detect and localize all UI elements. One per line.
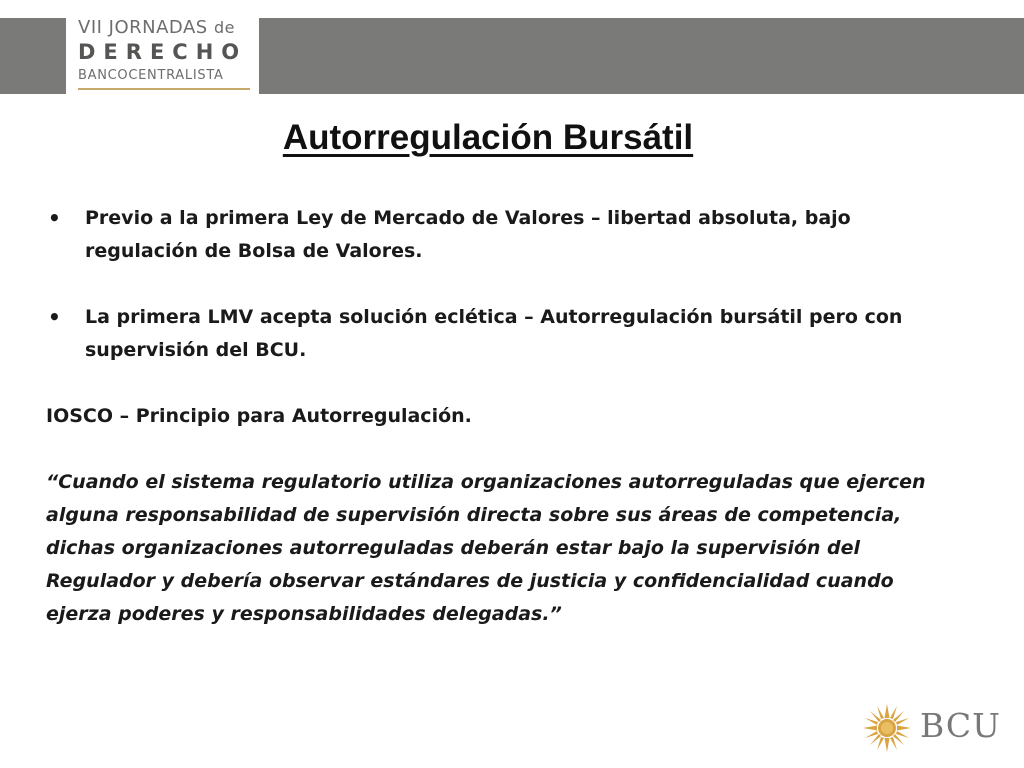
bullet-text: Previo a la primera Ley de Mercado de Valores – libertad absoluta, bajo regulación de Bolsa de Valores. bbox=[85, 207, 851, 262]
logo-line-1: VII JORNADAS de bbox=[78, 17, 235, 38]
jornadas-logo bbox=[66, 0, 259, 96]
slide-content bbox=[46, 202, 946, 631]
bullet-item bbox=[46, 202, 946, 268]
bullet-icon: • bbox=[48, 305, 61, 329]
logo-line-2: DERECHO bbox=[78, 40, 248, 64]
bcu-logo-text: BCU bbox=[920, 706, 1001, 745]
logo-rule bbox=[78, 88, 250, 90]
sun-icon bbox=[862, 703, 912, 753]
bullet-icon: • bbox=[48, 206, 61, 230]
iosco-heading: IOSCO – Principio para Autorregulación. bbox=[46, 405, 472, 427]
logo-line-3: BANCOCENTRALISTA bbox=[78, 68, 224, 83]
bullet-item bbox=[46, 301, 925, 367]
bullet-text: La primera LMV acepta solución eclética – Autorregulación bursátil pero con supervisión del BCU. bbox=[85, 306, 903, 361]
bcu-logo bbox=[862, 703, 1012, 753]
iosco-quote: “Cuando el sistema regulatorio utiliza organizaciones autorreguladas que ejercen alguna responsabilidad de supervisión directa sobre sus áreas de competencia, dichas organizaciones autorreguladas deberán estar bajo la supervisión del Regulador y debería observar estándares de justicia y confidencialidad cuando ejerza poderes y responsabilidades delegadas.” bbox=[46, 471, 926, 625]
slide-title: Autorregulación Bursátil bbox=[282, 118, 694, 157]
